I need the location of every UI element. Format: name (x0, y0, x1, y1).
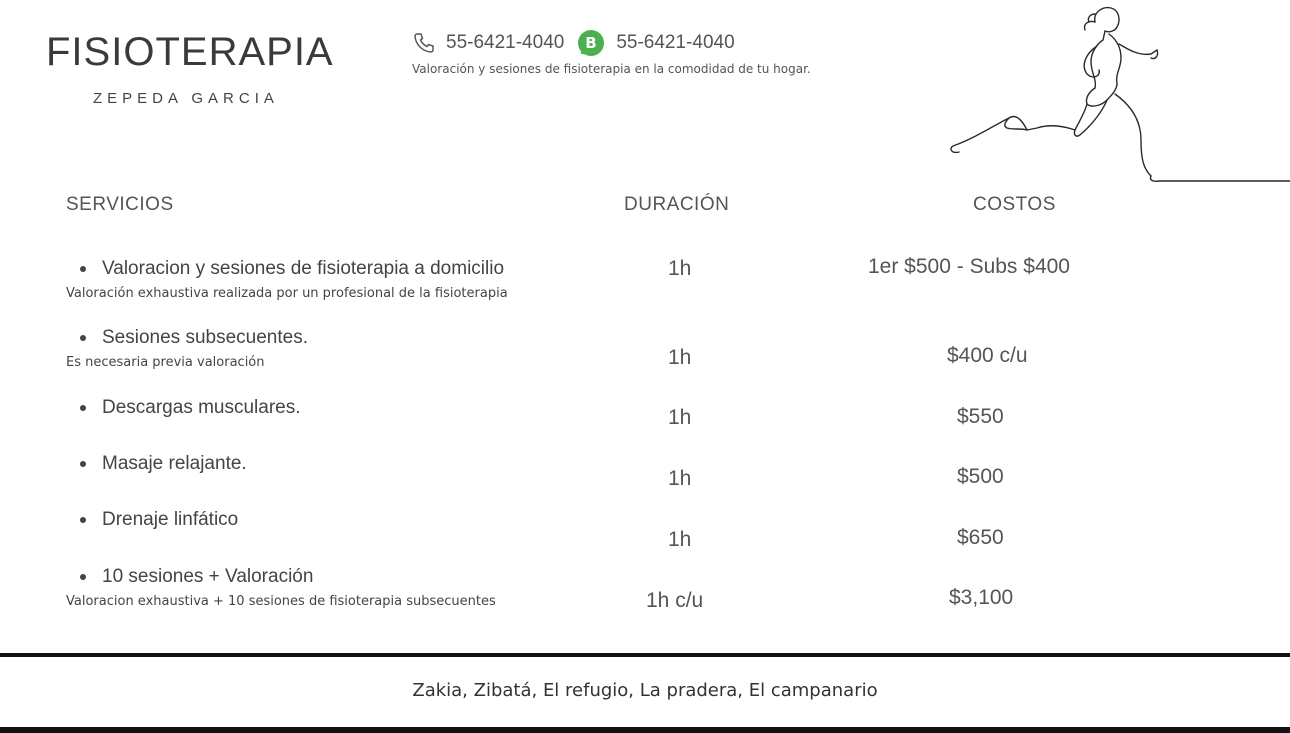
footer-divider-bottom (0, 727, 1290, 733)
service-name (66, 327, 308, 349)
brand-subtitle: ZEPEDA GARCIA (93, 90, 279, 107)
service-duration: 1h (668, 528, 692, 551)
service-cost: $550 (957, 405, 1004, 428)
service-name-text: Valoracion y sesiones de fisioterapia a domicilio (102, 258, 505, 279)
tagline: Valoración y sesiones de fisioterapia en la comodidad de tu hogar. (412, 62, 811, 76)
bullet (80, 405, 86, 411)
bullet (80, 517, 86, 523)
service-duration: 1h (668, 467, 692, 490)
service-name-text: Sesiones subsecuentes. (102, 327, 308, 348)
service-name (66, 566, 313, 588)
service-cost: $3,100 (949, 586, 1014, 609)
service-description: Es necesaria previa valoración (66, 355, 265, 370)
footer-divider-top (0, 653, 1290, 657)
service-duration: 1h (668, 257, 692, 280)
service-name-text: Masaje relajante. (102, 453, 247, 474)
runner-illustration (945, 0, 1290, 190)
phone-number[interactable]: 55-6421-4040 (446, 32, 565, 53)
bullet (80, 335, 86, 341)
bullet (80, 574, 86, 580)
service-duration: 1h (668, 406, 692, 429)
header-cost: COSTOS (973, 194, 1056, 215)
service-name (66, 509, 238, 531)
service-cost: $500 (957, 465, 1004, 488)
service-cost: $400 c/u (947, 344, 1028, 367)
phone-icon (412, 31, 436, 55)
service-name (66, 258, 504, 280)
service-cost: 1er $500 - Subs $400 (868, 255, 1070, 278)
bullet (80, 461, 86, 467)
contact-bar (412, 28, 747, 58)
service-cost: $650 (957, 526, 1004, 549)
whatsapp-icon (576, 28, 606, 58)
footer-locations: Zakia, Zibatá, El refugio, La pradera, El campanario (412, 680, 878, 701)
header-services: SERVICIOS (66, 194, 174, 215)
service-name (66, 453, 247, 475)
brand-title: FISIOTERAPIA (46, 30, 334, 74)
service-name-text: 10 sesiones + Valoración (102, 566, 314, 587)
header-duration: DURACIÓN (624, 194, 730, 215)
service-description: Valoracion exhaustiva + 10 sesiones de fisioterapia subsecuentes (66, 594, 496, 609)
whatsapp-number[interactable]: 55-6421-4040 (616, 32, 735, 53)
service-name (66, 397, 301, 419)
service-name-text: Descargas musculares. (102, 397, 301, 418)
svg-text:B: B (585, 34, 598, 52)
service-duration: 1h (668, 346, 692, 369)
service-name-text: Drenaje linfático (102, 509, 239, 530)
service-description: Valoración exhaustiva realizada por un profesional de la fisioterapia (66, 286, 508, 301)
bullet (80, 266, 86, 272)
service-duration: 1h c/u (646, 589, 704, 612)
